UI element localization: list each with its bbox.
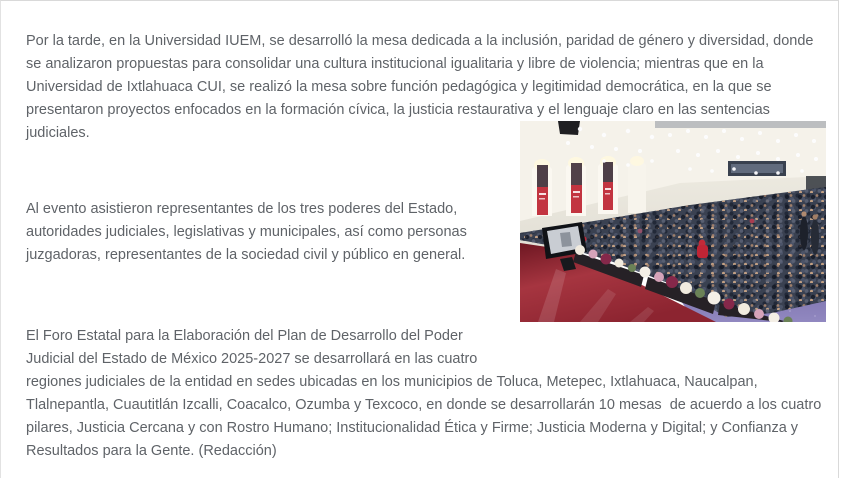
paragraph-1: Por la tarde, en la Universidad IUEM, se desarrolló la mesa dedicada a la inclusión, paridad de género y diversidad, donde se analizaron propuestas para consolidar una cultura institucional igualitaria y libre de violencia; mientras que en la Universidad de Ixtlahuaca CUI, se realizó la mesa sobre función pedagógica y legitimidad democrática, en la que se presentaron proyectos enfocados en la formación cívica, la justicia restaurativa y el lenguaje claro en las sentencias judiciales. bbox=[26, 33, 818, 141]
auditorium-audience-photo bbox=[520, 121, 826, 322]
event-photo bbox=[520, 121, 826, 322]
paragraph-3: El Foro Estatal para la Elaboración del Plan de Desarrollo del Poder Judicial del Estado de México 2025-2027 se desarrollará en las cuatro regiones judiciales de la entidad en sedes ubicadas en los municipios de Toluca, Metepec, Ixtlahuaca, Naucalpan, Tlalnepantla, Cuautitlán Izcalli, Coacalco, Ozumba y Texcoco, en donde se desarrollarán 10 mesas de acuerdo a los cuatro pilares, Justicia Cercana y con Rostro Humano; Institucionalidad Ética y Firme; Justicia Moderna y Digital; y Confianza y Resultados para la Gente. (Redacción) bbox=[26, 328, 826, 459]
paragraph-2 bbox=[26, 198, 826, 267]
paragraph-2-text: Al evento asistieron representantes de los tres poderes del Estado, autoridades judiciales, legislativas y municipales, así como personas juzgadoras, representantes de la sociedad civil y público en general. bbox=[26, 201, 471, 263]
